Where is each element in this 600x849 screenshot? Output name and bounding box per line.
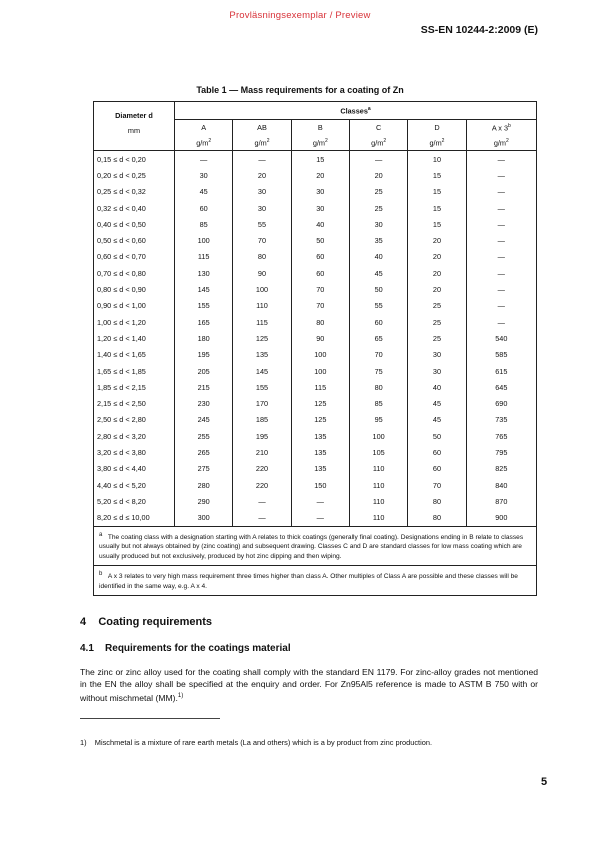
diameter-range: 0,70 ≤ d < 0,80 — [94, 265, 175, 281]
note-text: A x 3 relates to very high mass requirement three times higher than class A. Other multiples of Class A are possible and these classes will be identified in the same way, e.g. A x 4. — [99, 573, 518, 590]
table-row — [94, 249, 537, 265]
mass-value: 70 — [291, 298, 349, 314]
mass-value: 55 — [349, 298, 407, 314]
footnote-text: Mischmetal is a mixture of rare earth metals (La and others) which is a by product from zinc production. — [94, 738, 433, 747]
mass-value: 540 — [466, 330, 536, 346]
table-row — [94, 461, 537, 477]
mass-value: 100 — [233, 281, 291, 297]
unit-exponent: 2 — [506, 137, 509, 144]
unit-text: g/m — [371, 138, 384, 148]
diameter-range: 0,40 ≤ d < 0,50 — [94, 216, 175, 232]
mass-value: — — [466, 184, 536, 200]
column-name: A — [201, 123, 207, 132]
mass-value: 115 — [175, 249, 233, 265]
column-header — [175, 120, 233, 136]
mass-value: — — [291, 510, 349, 527]
diameter-range: 0,90 ≤ d < 1,00 — [94, 298, 175, 314]
column-header — [349, 120, 407, 136]
mass-value: 155 — [175, 298, 233, 314]
footnote — [80, 738, 432, 747]
mass-value: 210 — [233, 444, 291, 460]
mass-value: 35 — [349, 232, 407, 248]
mass-value: 255 — [175, 428, 233, 444]
column-unit — [466, 135, 536, 151]
mass-value: 30 — [408, 347, 466, 363]
diameter-range: 0,20 ≤ d < 0,25 — [94, 167, 175, 183]
mass-value: — — [466, 167, 536, 183]
mass-value: 60 — [408, 461, 466, 477]
table-row — [94, 493, 537, 509]
mass-value: 55 — [233, 216, 291, 232]
mass-value: — — [466, 249, 536, 265]
footnote-divider — [80, 718, 220, 719]
diameter-range: 2,50 ≤ d < 2,80 — [94, 412, 175, 428]
table-row — [94, 298, 537, 314]
mass-value: 30 — [408, 363, 466, 379]
mass-value: 60 — [408, 444, 466, 460]
mass-value: 10 — [408, 151, 466, 168]
table-row — [94, 412, 537, 428]
diameter-range: 3,20 ≤ d < 3,80 — [94, 444, 175, 460]
classes-note-mark: a — [367, 105, 371, 112]
mass-value: 80 — [408, 493, 466, 509]
mass-value: 25 — [349, 200, 407, 216]
mass-value: 20 — [291, 167, 349, 183]
diameter-range: 0,32 ≤ d < 0,40 — [94, 200, 175, 216]
column-header — [408, 120, 466, 136]
mass-value: 25 — [349, 184, 407, 200]
mass-value: — — [233, 510, 291, 527]
mass-value: — — [233, 151, 291, 168]
mass-value: 765 — [466, 428, 536, 444]
mass-value: 135 — [291, 461, 349, 477]
column-unit — [408, 135, 466, 151]
diameter-range: 0,80 ≤ d < 0,90 — [94, 281, 175, 297]
diameter-range: 0,50 ≤ d < 0,60 — [94, 232, 175, 248]
section-4-1-paragraph — [80, 666, 538, 704]
paragraph-text: The zinc or zinc alloy used for the coating shall comply with the standard EN 1179. For zinc-alloy grades not mentioned in the EN the alloy shall be specified at the enquiry and order. For Zn95Al5 reference is made to ASTM B 750 with or without mischmetal (MM). — [80, 667, 538, 703]
mass-value: 30 — [233, 184, 291, 200]
preview-watermark: Provläsningsexemplar / Preview — [229, 10, 371, 21]
mass-value: — — [466, 216, 536, 232]
table-note — [94, 566, 537, 596]
table-row — [94, 379, 537, 395]
diameter-range: 0,60 ≤ d < 0,70 — [94, 249, 175, 265]
note-mark: a — [99, 531, 103, 538]
page-number: 5 — [541, 776, 548, 788]
note-text: The coating class with a designation starting with A relates to thick coatings (generally final coating). Designations ending in B relate to classes usually but not always obtained by (zinc coating) and subsequent drawing. Classes C and D are standard classes for low mass coating which are usually produced but not exclusively, produced by hot zinc dipping and then wiping. — [99, 534, 524, 560]
column-name: A x 3 — [491, 123, 509, 133]
mass-value: 45 — [408, 412, 466, 428]
mass-value: 110 — [349, 461, 407, 477]
column-header — [466, 120, 536, 136]
mass-value: — — [233, 493, 291, 509]
mass-value: 870 — [466, 493, 536, 509]
mass-value: — — [466, 232, 536, 248]
mass-value: 100 — [291, 363, 349, 379]
diameter-range: 4,40 ≤ d < 5,20 — [94, 477, 175, 493]
mass-value: 65 — [349, 330, 407, 346]
mass-value: 795 — [466, 444, 536, 460]
mass-value: 150 — [291, 477, 349, 493]
mass-value: — — [466, 314, 536, 330]
table-row — [94, 281, 537, 297]
mass-value: 30 — [233, 200, 291, 216]
table-row — [94, 363, 537, 379]
mass-value: 135 — [291, 444, 349, 460]
mass-value: 45 — [175, 184, 233, 200]
mass-value: 20 — [408, 249, 466, 265]
mass-value: 30 — [291, 200, 349, 216]
mass-value: 25 — [408, 314, 466, 330]
mass-value: 90 — [233, 265, 291, 281]
table-row — [94, 151, 537, 168]
note-mark: b — [99, 571, 103, 578]
section-4-1-heading — [80, 643, 291, 654]
mass-value: 145 — [233, 363, 291, 379]
footnote-mark: 1) — [80, 738, 87, 747]
mass-value: 290 — [175, 493, 233, 509]
column-unit — [233, 135, 291, 151]
unit-text: g/m — [312, 138, 326, 148]
unit-text: g/m — [254, 138, 267, 148]
mass-value: 80 — [291, 314, 349, 330]
mass-value: 50 — [408, 428, 466, 444]
mass-value: 30 — [349, 216, 407, 232]
table-note — [94, 526, 537, 565]
mass-value: 105 — [349, 444, 407, 460]
table-row — [94, 200, 537, 216]
unit-text: g/m — [196, 138, 209, 148]
mass-value: 85 — [349, 395, 407, 411]
diameter-range: 1,85 ≤ d < 2,15 — [94, 379, 175, 395]
mass-value: 130 — [175, 265, 233, 281]
column-note-mark: b — [508, 122, 511, 129]
column-name: C — [376, 123, 382, 132]
mass-value: — — [466, 151, 536, 168]
mass-value: 170 — [233, 395, 291, 411]
mass-value: 135 — [233, 347, 291, 363]
mass-value: 615 — [466, 363, 536, 379]
mass-value: 145 — [175, 281, 233, 297]
column-header — [291, 120, 349, 136]
section-number: 4 — [80, 616, 87, 628]
diameter-range: 0,15 ≤ d < 0,20 — [94, 151, 175, 168]
mass-value: 300 — [175, 510, 233, 527]
column-name: D — [434, 123, 440, 132]
unit-exponent: 2 — [325, 137, 328, 144]
mass-value: 220 — [233, 461, 291, 477]
mass-value: 60 — [291, 265, 349, 281]
mass-value: 70 — [233, 232, 291, 248]
mass-value: 165 — [175, 314, 233, 330]
mass-value: 825 — [466, 461, 536, 477]
diameter-range: 2,15 ≤ d < 2,50 — [94, 395, 175, 411]
table-row — [94, 265, 537, 281]
mass-value: 275 — [175, 461, 233, 477]
table-row — [94, 395, 537, 411]
mass-value: 20 — [408, 265, 466, 281]
table-row — [94, 477, 537, 493]
mass-value: 45 — [408, 395, 466, 411]
mass-value: 15 — [408, 184, 466, 200]
column-unit — [349, 135, 407, 151]
mass-value: 30 — [175, 167, 233, 183]
mass-value: 180 — [175, 330, 233, 346]
mass-value: 195 — [175, 347, 233, 363]
diameter-range: 0,25 ≤ d < 0,32 — [94, 184, 175, 200]
mass-value: 195 — [233, 428, 291, 444]
section-title: Coating requirements — [98, 616, 213, 628]
table-row — [94, 232, 537, 248]
mass-value: 100 — [349, 428, 407, 444]
mass-value: 75 — [349, 363, 407, 379]
mass-value: 185 — [233, 412, 291, 428]
mass-value: 40 — [349, 249, 407, 265]
column-unit — [175, 135, 233, 151]
mass-value: 40 — [291, 216, 349, 232]
unit-exponent: 2 — [208, 137, 212, 144]
diameter-range: 2,80 ≤ d < 3,20 — [94, 428, 175, 444]
mass-value: 585 — [466, 347, 536, 363]
diameter-range: 5,20 ≤ d < 8,20 — [94, 493, 175, 509]
mass-value: 45 — [349, 265, 407, 281]
table-note-row — [94, 566, 537, 596]
column-header — [233, 120, 291, 136]
mass-value: 70 — [291, 281, 349, 297]
table-row — [94, 330, 537, 346]
diameter-range: 3,80 ≤ d < 4,40 — [94, 461, 175, 477]
mass-value: 40 — [408, 379, 466, 395]
mass-value: 95 — [349, 412, 407, 428]
diameter-range: 1,20 ≤ d < 1,40 — [94, 330, 175, 346]
mass-value: 25 — [408, 298, 466, 314]
mass-value: 15 — [408, 200, 466, 216]
mass-value: 840 — [466, 477, 536, 493]
mass-value: — — [466, 281, 536, 297]
mass-value: 80 — [408, 510, 466, 527]
mass-value: 735 — [466, 412, 536, 428]
mass-value: — — [291, 493, 349, 509]
mass-value: 125 — [291, 412, 349, 428]
mass-value: 30 — [291, 184, 349, 200]
mass-value: 110 — [233, 298, 291, 314]
diameter-header — [94, 102, 175, 151]
table-row — [94, 347, 537, 363]
table-caption: Table 1 — Mass requirements for a coating of Zn — [196, 85, 404, 95]
mass-value: 125 — [233, 330, 291, 346]
mass-value: 245 — [175, 412, 233, 428]
diameter-label: Diameter d — [115, 111, 153, 120]
mass-value: 110 — [349, 493, 407, 509]
mass-value: 215 — [175, 379, 233, 395]
mass-value: 20 — [408, 281, 466, 297]
mass-value: 100 — [175, 232, 233, 248]
mass-value: 15 — [291, 151, 349, 168]
table-note-row — [94, 526, 537, 565]
diameter-range: 8,20 ≤ d ≤ 10,00 — [94, 510, 175, 527]
mass-value: 50 — [349, 281, 407, 297]
mass-value: 645 — [466, 379, 536, 395]
column-name: B — [317, 123, 323, 132]
mass-value: 20 — [408, 232, 466, 248]
mass-value: 155 — [233, 379, 291, 395]
mass-value: 25 — [408, 330, 466, 346]
column-name: AB — [257, 123, 267, 132]
mass-value: 110 — [349, 477, 407, 493]
diameter-range: 1,40 ≤ d < 1,65 — [94, 347, 175, 363]
mass-value: 80 — [233, 249, 291, 265]
mass-value: 230 — [175, 395, 233, 411]
mass-value: 20 — [233, 167, 291, 183]
table-row — [94, 510, 537, 527]
mass-value: 85 — [175, 216, 233, 232]
mass-value: 900 — [466, 510, 536, 527]
mass-value: 100 — [291, 347, 349, 363]
table-row — [94, 184, 537, 200]
mass-requirements-table — [93, 101, 537, 596]
mass-value: 15 — [408, 167, 466, 183]
mass-value: 135 — [291, 428, 349, 444]
mass-value: 265 — [175, 444, 233, 460]
mass-value: — — [175, 151, 233, 168]
mass-value: 115 — [233, 314, 291, 330]
section-4-heading — [80, 616, 212, 628]
mass-value: 80 — [349, 379, 407, 395]
mass-value: 15 — [408, 216, 466, 232]
document-id: SS-EN 10244-2:2009 (E) — [420, 24, 538, 36]
mass-value: 690 — [466, 395, 536, 411]
mass-value: — — [349, 151, 407, 168]
mass-value: 205 — [175, 363, 233, 379]
mass-value: 90 — [291, 330, 349, 346]
classes-header — [175, 102, 537, 120]
table-row — [94, 167, 537, 183]
unit-text: g/m — [493, 138, 507, 148]
mass-value: 50 — [291, 232, 349, 248]
table-row — [94, 216, 537, 232]
table-row — [94, 428, 537, 444]
unit-text: g/m — [429, 138, 442, 148]
subsection-title: Requirements for the coatings material — [105, 643, 291, 654]
diameter-range: 1,65 ≤ d < 1,85 — [94, 363, 175, 379]
subsection-number: 4.1 — [80, 643, 94, 654]
mass-value: 60 — [291, 249, 349, 265]
mass-value: 115 — [291, 379, 349, 395]
mass-value: 110 — [349, 510, 407, 527]
unit-exponent: 2 — [441, 137, 445, 144]
classes-label: Classes — [340, 106, 368, 116]
mass-value: 280 — [175, 477, 233, 493]
mass-value: 70 — [408, 477, 466, 493]
column-unit — [291, 135, 349, 151]
mass-value: 70 — [349, 347, 407, 363]
mass-value: 60 — [349, 314, 407, 330]
mass-value: — — [466, 200, 536, 216]
mass-value: 220 — [233, 477, 291, 493]
mass-value: 125 — [291, 395, 349, 411]
footnote-ref: 1) — [177, 693, 184, 699]
table-row — [94, 314, 537, 330]
mass-value: 60 — [175, 200, 233, 216]
unit-exponent: 2 — [266, 137, 270, 144]
mass-value: — — [466, 265, 536, 281]
mass-value: — — [466, 298, 536, 314]
diameter-range: 1,00 ≤ d < 1,20 — [94, 314, 175, 330]
diameter-unit: mm — [127, 126, 141, 135]
mass-value: 20 — [349, 167, 407, 183]
table-row — [94, 444, 537, 460]
unit-exponent: 2 — [383, 137, 387, 144]
